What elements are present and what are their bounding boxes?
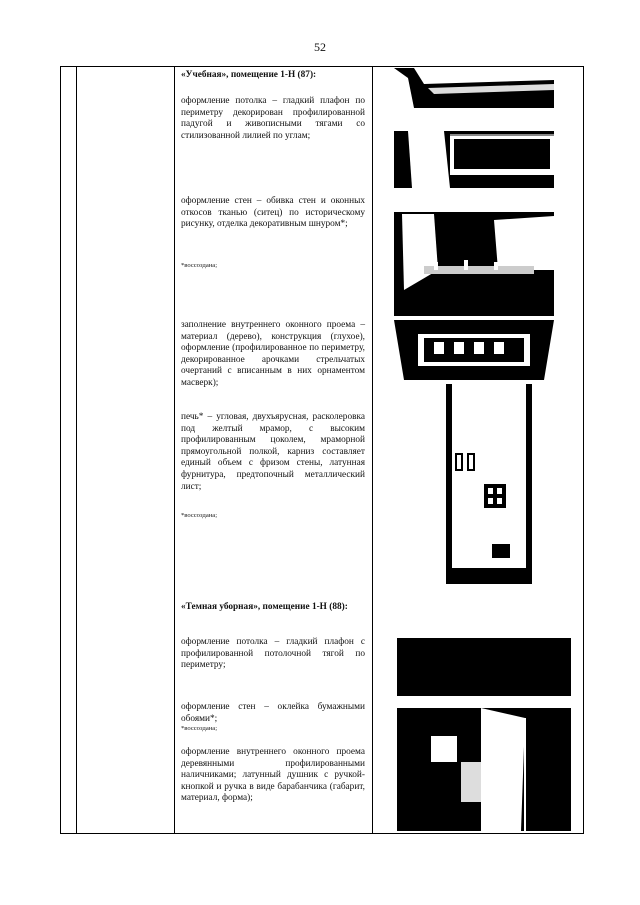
footnote: *воссоздана;: [181, 512, 218, 519]
section-heading: «Темная уборная», помещение 1-Н (88):: [181, 602, 348, 612]
description-paragraph: оформление потолка – гладкий плафон по периметру декорирован профилированной падугой и живописными тягами со стилизованной лилией по углам;: [181, 96, 365, 141]
description-paragraph: оформление потолка – гладкий плафон с профилированной потолочной тягой по периметру;: [181, 637, 365, 671]
table-border-left: [60, 66, 61, 834]
photo-ceiling-cornice-2: [394, 113, 554, 188]
footnote: *воссоздана;: [181, 262, 218, 269]
photo-dark-room-ceiling: [397, 638, 571, 696]
description-paragraph: оформление стен – обивка стен и оконных откосов тканью (ситец) по историческому рисунку, отделка декоративным шнуром*;: [181, 196, 365, 230]
photo-stove: [446, 384, 532, 584]
document-table: [60, 66, 584, 834]
table-column-divider: [76, 66, 77, 834]
table-column-divider: [372, 66, 373, 834]
photo-wall-fabric: [394, 200, 554, 316]
description-paragraph: оформление внутреннего оконного проема деревянными профилированными наличниками; латунный душник с ручкой-кнопкой и ручка в виде барабанчика (габарит, материал, форма);: [181, 747, 365, 804]
table-border-right: [583, 66, 584, 834]
description-paragraph: заполнение внутреннего оконного проема – материал (дерево), конструкция (глухое), оформление (профилированное по периметру, декорированное арочками стрельчатых очертаний с вписанным в них орнаментом масверк);: [181, 320, 365, 388]
description-paragraph: оформление стен – оклейка бумажными обоями*;: [181, 702, 365, 724]
photo-ceiling-cornice-1: [394, 68, 554, 108]
page-number: 52: [314, 40, 326, 54]
photo-window-tracery: [394, 320, 554, 386]
photo-dark-room-walls: [397, 702, 571, 831]
footnote: *воссоздана;: [181, 725, 218, 732]
table-border-top: [60, 66, 584, 67]
table-border-bottom: [60, 833, 584, 834]
section-heading: «Учебная», помещение 1-Н (87):: [181, 70, 317, 80]
description-paragraph: печь* – угловая, двухъярусная, расколеровка под желтый мрамор, с высоким профилированным цоколем, мраморной прямоугольной полкой, карниз составляет единый объем с фризом стены, латунная фурнитура, предтопочный металлический лист;: [181, 412, 365, 492]
table-column-divider: [174, 66, 175, 834]
